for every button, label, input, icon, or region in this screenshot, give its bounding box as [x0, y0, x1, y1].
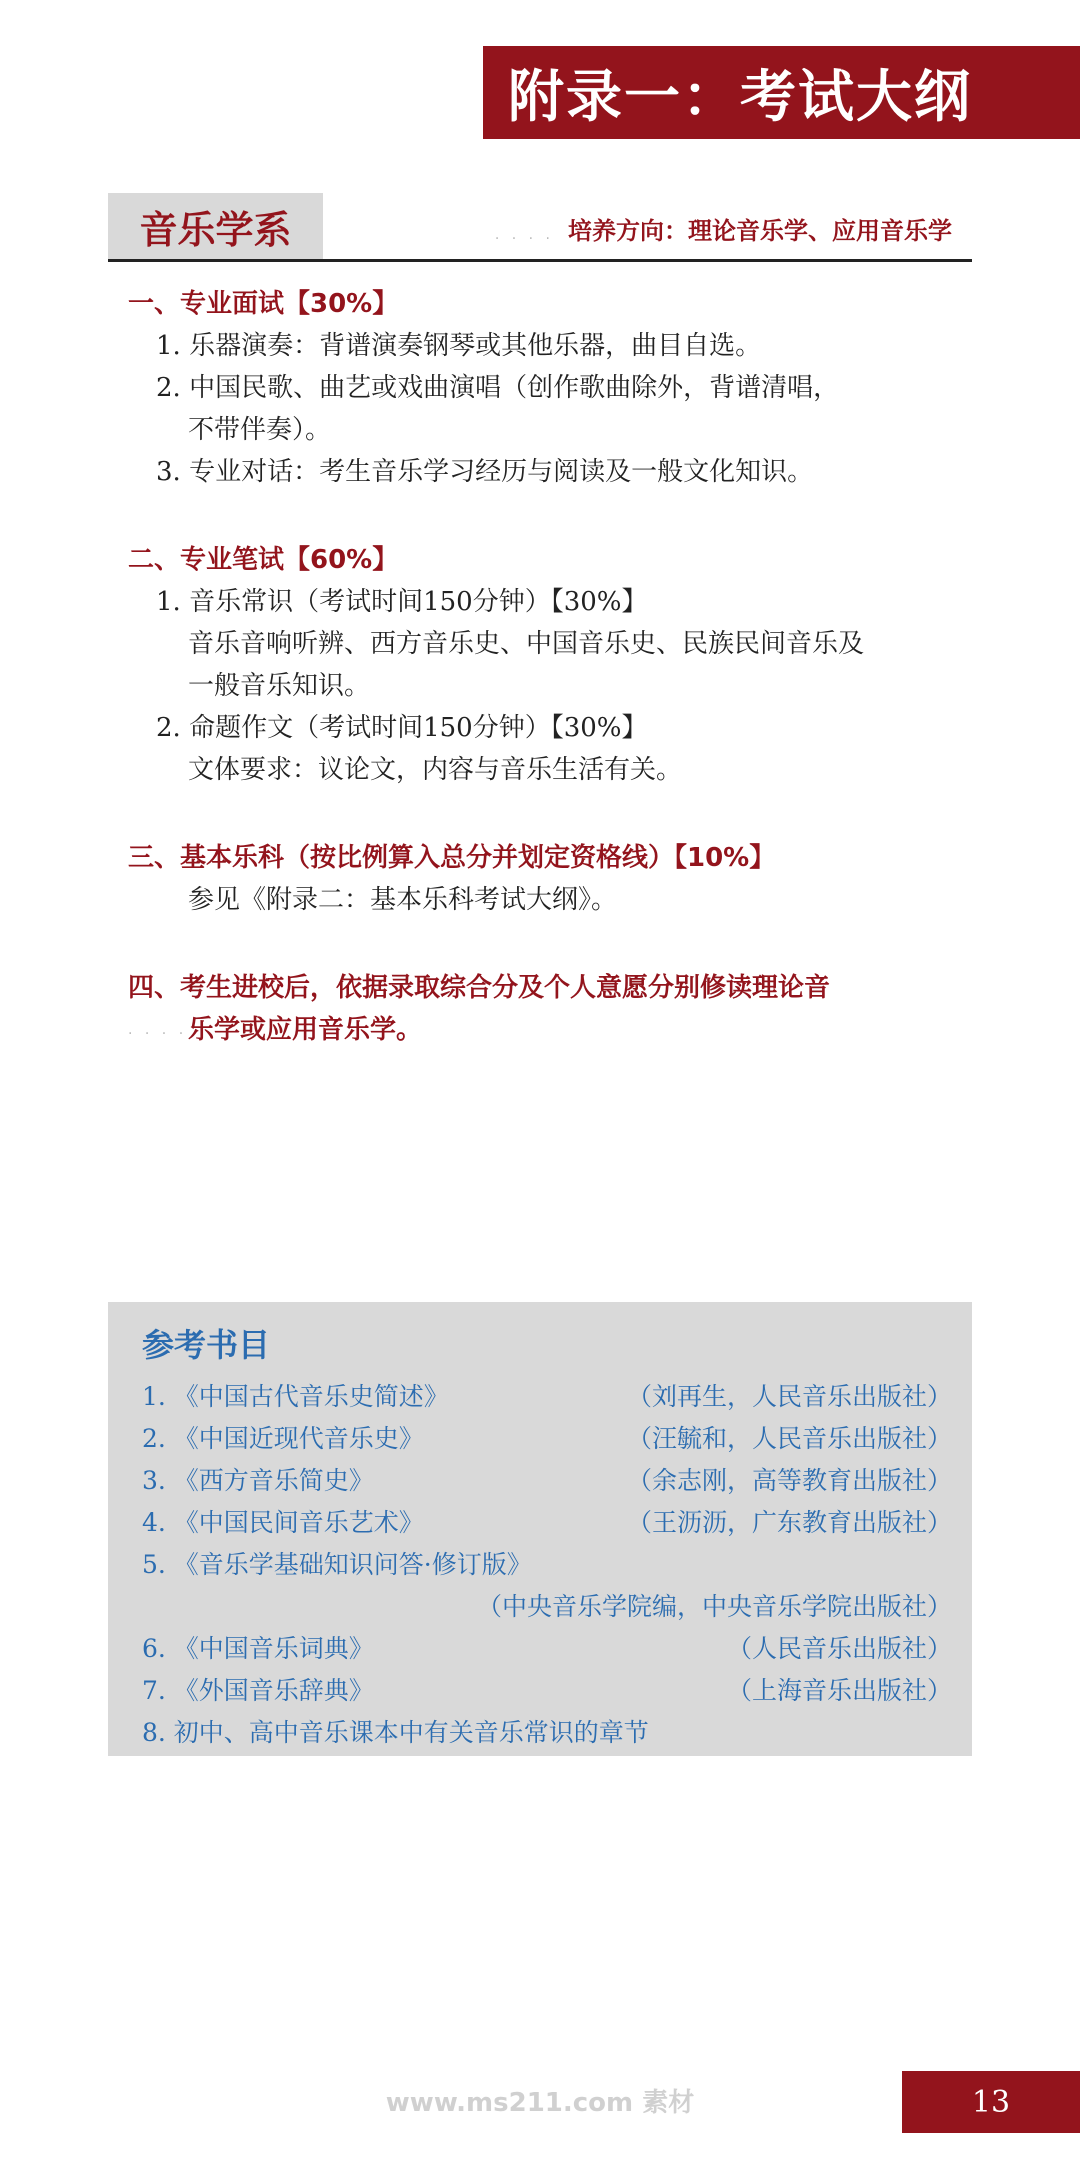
section-written-exam-title: 二、专业笔试【60%】	[128, 545, 399, 575]
reference-book-title: 2. 《中国近现代音乐史》	[142, 1424, 424, 1453]
reference-item	[142, 1502, 952, 1544]
section-interview-title: 一、专业面试【30%】	[128, 289, 399, 319]
reference-book-title: 6. 《中国音乐词典》	[142, 1634, 374, 1663]
enrollment-note-line2: 乐学或应用音乐学。	[188, 1015, 423, 1045]
enrollment-note-line2-wrap	[128, 1009, 968, 1051]
decorative-dots: . . . .	[128, 1022, 188, 1038]
outline-item-detail: 参见《附录二：基本乐科考试大纲》。	[188, 885, 618, 915]
outline-item-continued: 不带伴奏）。	[188, 415, 332, 445]
reference-book-publisher: （王沥沥，广东教育出版社）	[626, 1508, 952, 1537]
reference-item	[142, 1418, 952, 1460]
reference-item	[142, 1670, 952, 1712]
outline-item-detail: 文体要求：议论文，内容与音乐生活有关。	[188, 755, 683, 785]
reference-book-publisher: （汪毓和，人民音乐出版社）	[626, 1424, 952, 1453]
header-divider	[108, 259, 972, 262]
reference-item	[142, 1376, 952, 1418]
section-enrollment-note	[128, 967, 968, 1051]
reference-item	[142, 1712, 952, 1754]
reference-books-box	[108, 1302, 972, 1756]
outline-item: 2. 命题作文（考试时间150分钟）【30%】	[156, 713, 648, 743]
reference-book-title: 3. 《西方音乐简史》	[142, 1466, 374, 1495]
reference-book-title: 4. 《中国民间音乐艺术》	[142, 1508, 424, 1537]
page-number: 13	[971, 2084, 1011, 2120]
page-number-badge	[902, 2071, 1080, 2133]
reference-book-title: 1. 《中国古代音乐史简述》	[142, 1382, 449, 1411]
reference-book-title: 7. 《外国音乐辞典》	[142, 1676, 374, 1705]
training-direction	[495, 211, 952, 246]
outline-item: 1. 音乐常识（考试时间150分钟）【30%】	[156, 587, 648, 617]
reference-books-title: 参考书目	[142, 1326, 271, 1364]
reference-book-title: 8. 初中、高中音乐课本中有关音乐常识的章节	[142, 1718, 649, 1747]
department-name-tab	[108, 193, 323, 259]
department-header	[108, 193, 972, 263]
appendix-title-banner	[483, 46, 1080, 139]
decorative-dots: . . . .	[494, 227, 554, 243]
reference-item	[142, 1628, 952, 1670]
section-basic-music-title: 三、基本乐科（按比例算入总分并划定资格线）【10%】	[128, 843, 776, 873]
outline-item: 1. 乐器演奏：背谱演奏钢琴或其他乐器，曲目自选。	[156, 331, 762, 361]
reference-item	[142, 1544, 952, 1586]
reference-book-publisher: （人民音乐出版社）	[726, 1634, 952, 1663]
enrollment-note-line1: 四、考生进校后，依据录取综合分及个人意愿分别修读理论音	[128, 973, 831, 1003]
outline-item: 3. 专业对话：考生音乐学习经历与阅读及一般文化知识。	[156, 457, 814, 487]
outline-item-detail: 一般音乐知识。	[188, 671, 371, 701]
reference-item	[142, 1460, 952, 1502]
reference-book-publisher: （刘再生，人民音乐出版社）	[626, 1382, 952, 1411]
exam-outline-content	[128, 283, 968, 1051]
site-watermark: www.ms211.com 素材	[385, 2088, 695, 2118]
department-name: 音乐学系	[139, 206, 292, 252]
reference-book-publisher: （中央音乐学院编，中央音乐学院出版社）	[476, 1592, 952, 1621]
appendix-title: 附录一：考试大纲	[508, 64, 972, 130]
reference-book-title: 5. 《音乐学基础知识问答·修订版》	[142, 1550, 532, 1579]
reference-book-publisher: （余志刚，高等教育出版社）	[626, 1466, 952, 1495]
outline-item: 2. 中国民歌、曲艺或戏曲演唱（创作歌曲除外，背谱清唱，	[156, 373, 840, 403]
training-direction-text: 培养方向：理论音乐学、应用音乐学	[568, 217, 952, 245]
outline-item-detail: 音乐音响听辨、西方音乐史、中国音乐史、民族民间音乐及	[188, 629, 865, 659]
reference-book-publisher: （上海音乐出版社）	[726, 1676, 952, 1705]
